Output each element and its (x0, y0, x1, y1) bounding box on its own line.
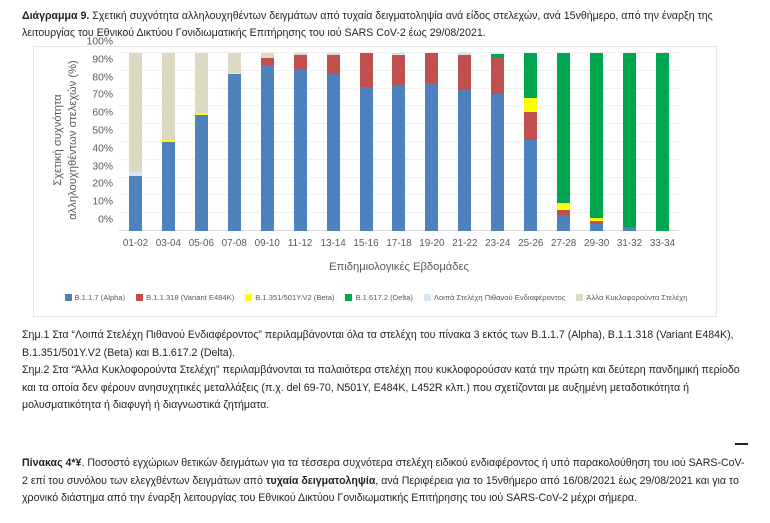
bar-segment (557, 203, 570, 210)
y-axis-tick: 40% (92, 143, 113, 155)
bar-segment (360, 53, 373, 87)
bar-segment (392, 55, 405, 85)
bar-segment (623, 227, 636, 231)
x-axis-tick: 29-30 (583, 238, 610, 249)
y-axis-title: Σχετική συχνότητα αλληλουχηθέντων στελεχών (%) (52, 60, 79, 220)
bar-slot (481, 53, 514, 249)
bar-segment (129, 176, 142, 231)
page-dash-mark (735, 443, 748, 445)
bar-slot (415, 53, 448, 249)
x-axis-tick: 07-08 (221, 238, 247, 249)
legend-item[interactable] (136, 293, 234, 302)
figure-caption-text: Σχετική συχνότητα αλληλουχηθέντων δειγμάτων από τυχαία δειγματοληψία ανά είδος στελεχών, ανά 15νθήμερο, από την έναρξη της λειτουργίας του Εθνικού Δικτύου Γονιδιωματικής Επιτήρησης του ιού SARS CoV-2 έως 29/08/2021. (22, 10, 713, 39)
y-axis-tick: 60% (92, 107, 113, 119)
bar-segment (425, 83, 438, 231)
stacked-bar[interactable] (195, 53, 208, 231)
bar-segment (360, 87, 373, 231)
bar-segment (524, 140, 537, 231)
legend-item[interactable] (345, 293, 412, 302)
x-axis-tick: 15-16 (353, 238, 379, 249)
x-axis-tick: 13-14 (320, 238, 346, 249)
bar-segment (294, 55, 307, 69)
bar-slot (350, 53, 383, 249)
bar-segment (425, 53, 438, 83)
bar-slot (119, 53, 152, 249)
stacked-bar[interactable] (261, 53, 274, 231)
bar-slot (514, 53, 547, 249)
bar-segment (524, 112, 537, 140)
stacked-bar[interactable] (590, 53, 603, 231)
bar-slot (284, 53, 317, 249)
bar-slot (185, 53, 218, 249)
x-axis-tick: 09-10 (254, 238, 280, 249)
bar-slot (251, 53, 284, 249)
y-axis-tick: 0% (98, 214, 113, 226)
y-axis-tick: 90% (92, 54, 113, 66)
stacked-bar[interactable] (294, 53, 307, 231)
stacked-bar[interactable] (557, 53, 570, 231)
bar-segment (195, 115, 208, 231)
legend-label: B.1.1.318 (Variant E484K) (146, 293, 235, 302)
x-axis-tick: 17-18 (386, 238, 412, 249)
y-axis-tick: 10% (92, 196, 113, 208)
legend-item[interactable] (65, 293, 126, 302)
legend-label: B.1.351/501Y.V2 (Beta) (255, 293, 335, 302)
stacked-bar[interactable] (392, 53, 405, 231)
bar-segment (524, 53, 537, 98)
stacked-bar[interactable] (425, 53, 438, 231)
bar-segment (557, 215, 570, 231)
legend-item[interactable] (424, 293, 566, 302)
x-axis-title: Επιδημιολογικές Εβδομάδες (329, 261, 469, 273)
x-axis-tick: 01-02 (122, 238, 149, 249)
bar-segment (327, 55, 340, 75)
bar-segment (129, 53, 142, 172)
x-axis-tick: 05-06 (188, 238, 214, 249)
bar-slot (218, 53, 251, 249)
stacked-bar[interactable] (491, 53, 504, 231)
y-axis-tick: 50% (92, 125, 113, 137)
table-caption-emphasis: τυχαία δειγματοληψία (265, 474, 376, 487)
x-axis-tick: 25-26 (518, 238, 544, 249)
bar-segment (458, 55, 471, 91)
bar-segment (590, 53, 603, 218)
y-axis-tick: 30% (92, 161, 113, 173)
x-axis-tick: 33-34 (649, 238, 676, 249)
legend-label: B.1.1.7 (Alpha) (74, 293, 126, 302)
bar-segment (228, 53, 241, 73)
y-axis-tick: 70% (92, 89, 113, 101)
bar-slot (317, 53, 350, 249)
bar-segment (623, 53, 636, 227)
x-axis-tick: 31-32 (616, 238, 643, 249)
table-caption (22, 455, 748, 508)
bar-segment (524, 98, 537, 112)
chart-legend (34, 293, 718, 302)
legend-item[interactable] (576, 293, 687, 302)
note-2: Σημ.2 Στα “Άλλα Κυκλοφορούντα Στελέχη” περιλαμβάνονται τα παλαιότερα στελέχη που κυκλοφορούσαν κατά την πρώτη και δεύτερη πανδημική περίοδο και τα οποία δεν φέρουν ανησυχητικές μεταλλάξεις (π.χ. del 69-70, N501Y, E484K, L452R κλπ.) που σχετίζονται με αυξημένη μεταδοτικότητα ή μολυσματικότητα ή διαφυγή ή διαγνωστικά ζητήματα. (22, 364, 740, 411)
bar-segment (491, 94, 504, 231)
note-1: Σημ.1 Στα “Λοιπά Στελέχη Πιθανού Ενδιαφέροντος” περιλαμβάνονται όλα τα στελέχη του πίνακα 3 εκτός των B.1.1.7 (Alpha), B.1.1.318 (Variant E484K), B.1.351/501Y.V2 (Beta) και B.1.617.2 (Delta). (22, 329, 734, 359)
legend-swatch-icon (245, 294, 252, 301)
stacked-bar[interactable] (656, 53, 669, 231)
bar-slot (152, 53, 185, 249)
chart-notes (22, 327, 748, 415)
bar-slot (613, 53, 646, 249)
plot-area (86, 36, 679, 249)
bar-slot (547, 53, 580, 249)
bar-segment (491, 57, 504, 94)
x-axis-tick: 11-12 (287, 238, 313, 249)
bar-segment (392, 85, 405, 231)
stacked-bar[interactable] (623, 53, 636, 231)
bar-segment (458, 90, 471, 231)
bar-segment (294, 69, 307, 231)
figure-caption (22, 8, 748, 42)
x-axis-tick: 27-28 (551, 238, 577, 249)
stacked-bar[interactable] (524, 53, 537, 231)
stacked-bar[interactable] (360, 53, 373, 231)
bar-segment (656, 53, 669, 231)
x-axis-tick: 23-24 (485, 238, 511, 249)
x-axis-tick: 03-04 (155, 238, 182, 249)
stacked-bar[interactable] (327, 53, 340, 231)
bar-segment (162, 53, 175, 140)
legend-swatch-icon (345, 294, 352, 301)
bar-segment (162, 142, 175, 231)
figure-caption-label: Διάγραμμα 9. (22, 10, 90, 22)
x-axis-tick: 19-20 (419, 238, 445, 249)
bar-segment (228, 74, 241, 231)
stacked-bar[interactable] (228, 53, 241, 231)
bar-slot (580, 53, 613, 249)
bar-group (119, 53, 679, 249)
stacked-bar[interactable] (458, 53, 471, 231)
y-axis-tick: 100% (86, 36, 113, 48)
legend-swatch-icon (136, 294, 143, 301)
bar-slot (646, 53, 679, 249)
bar-segment (261, 65, 274, 231)
table-caption-text-1: . Ποσοστό εγχώριων θετικών δειγμάτων για τα τέσσερα συχνότερα στελέχη ειδικού ενδιαφέροντος ή υπό παρακολούθηση του ιού SARS-CoV-2 επί του συνόλου των ελεγχθέντων δειγμάτων από (22, 457, 745, 487)
bar-segment (327, 74, 340, 231)
stacked-bar[interactable] (162, 53, 175, 231)
bar-segment (195, 53, 208, 113)
bar-segment (557, 53, 570, 203)
legend-swatch-icon (65, 294, 72, 301)
legend-label: Λοιπά Στελέχη Πιθανού Ενδιαφέροντος (433, 293, 566, 302)
legend-swatch-icon (576, 294, 583, 301)
bar-slot (383, 53, 416, 249)
legend-label: Άλλα Κυκλοφορούντα Στελέχη (586, 293, 688, 302)
table-caption-label: Πίνακας 4*¥ (22, 457, 82, 469)
bar-segment (261, 58, 274, 65)
chart-container (33, 36, 717, 317)
y-axis-tick: 80% (92, 72, 113, 84)
stacked-bar[interactable] (129, 53, 142, 231)
x-axis-tick: 21-22 (452, 238, 478, 249)
table-caption-text-2: , ανά Περιφέρεια για το 15νθήμερο από 16/08/2021 έως 29/08/2021 και για το χρονικό διάστημα από την έναρξη λειτουργίας του Εθνικού Δικτύου Γονιδιωματικής Επιτήρησης του ιού SARS-CoV-2 μέχρι σήμερα. (22, 474, 739, 504)
legend-label: B.1.617.2 (Delta) (355, 293, 413, 302)
y-axis-tick: 20% (92, 178, 113, 190)
legend-swatch-icon (424, 294, 431, 301)
bar-segment (590, 224, 603, 231)
legend-item[interactable] (245, 293, 334, 302)
bar-slot (448, 53, 481, 249)
